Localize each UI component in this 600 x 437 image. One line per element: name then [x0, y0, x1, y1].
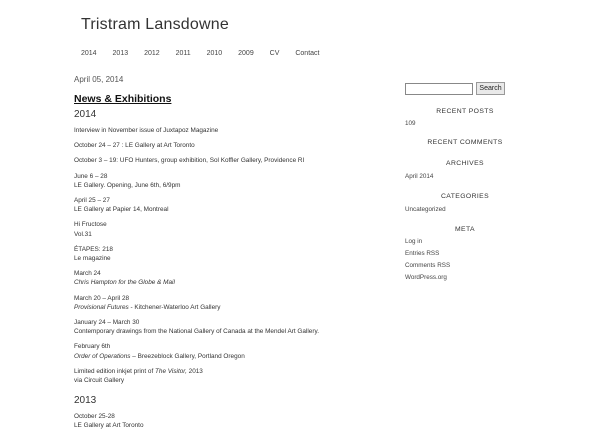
list-item: [74, 245, 374, 263]
entry-line: [74, 303, 374, 312]
entry-line: Contemporary drawings from the National Gallery of Canada at the Mendel Art Gallery.: [74, 328, 319, 336]
entry-line: March 20 – April 28: [74, 294, 130, 302]
nav-item-contact[interactable]: Contact: [295, 50, 320, 57]
list-item: [74, 156, 374, 165]
entry-line: Hi Fructose: [74, 221, 107, 229]
main-nav: [81, 50, 333, 57]
search-button[interactable]: Search: [476, 82, 505, 95]
list-item: [74, 172, 374, 190]
meta-link-entries-rss[interactable]: Entries RSS: [405, 250, 440, 257]
entry-line: October 3 – 19: UFO Hunters, group exhibition, Sol Koffler Gallery, Providence RI: [74, 157, 305, 165]
year-heading: 2013: [74, 395, 97, 407]
entry-line: February 6th: [74, 343, 111, 351]
archive-link[interactable]: April 2014: [405, 173, 434, 180]
entry-line: March 24: [74, 270, 101, 278]
nav-item-cv[interactable]: CV: [269, 50, 280, 57]
post-content: [74, 109, 374, 437]
entry-italic[interactable]: Chris Hampton for the Globe & Mail: [74, 279, 175, 287]
post-title[interactable]: News & Exhibitions: [74, 93, 172, 105]
site-title[interactable]: Tristram Lansdowne: [81, 16, 229, 33]
list-item: [74, 220, 374, 238]
entry-text: 2013: [186, 367, 203, 375]
list-item: [74, 367, 374, 385]
post-date: April 05, 2014: [74, 75, 124, 84]
entry-line: via Circuit Gallery: [74, 377, 125, 385]
list-item: [74, 412, 374, 430]
entry-line: October 24 – 27 : LE Gallery at Art Toronto: [74, 142, 195, 150]
nav-item-2014[interactable]: 2014: [81, 50, 97, 57]
entry-line: January 24 – March 30: [74, 319, 140, 327]
recent-comments-title: RECENT COMMENTS: [427, 139, 503, 146]
list-item: [74, 318, 374, 336]
year-heading: 2014: [74, 109, 97, 120]
list-item: [74, 126, 374, 135]
recent-posts-title: RECENT POSTS: [436, 108, 494, 115]
nav-item-2011[interactable]: 2011: [175, 50, 191, 57]
meta-link-wordpress[interactable]: WordPress.org: [405, 274, 447, 281]
entry-line: [74, 367, 374, 376]
entry-italic: The Visitor,: [155, 367, 187, 375]
entry-line: October 25-28: [74, 413, 115, 421]
entry-line: Le magazine: [74, 255, 111, 263]
entry-line: ÉTAPES: 218: [74, 245, 113, 253]
list-item: [74, 342, 374, 360]
entry-text: Limited edition inkjet print of: [74, 367, 155, 375]
entry-line: Interview in November issue of Juxtapoz Magazine: [74, 127, 219, 134]
entry-line: LE Gallery at Papier 14, Montreal: [74, 206, 169, 214]
nav-item-2012[interactable]: 2012: [144, 50, 160, 57]
recent-post-link[interactable]: 109: [405, 120, 416, 127]
category-link[interactable]: Uncategorized: [405, 206, 446, 213]
entry-line: June 6 – 28: [74, 172, 108, 180]
categories-title: CATEGORIES: [440, 193, 490, 200]
meta-title: META: [455, 226, 475, 233]
list-item: [74, 196, 374, 214]
entry-line: [74, 352, 374, 361]
entry-text: – Breezeblock Gallery, Portland Oregon: [130, 352, 245, 360]
meta-link-login[interactable]: Log in: [405, 238, 423, 245]
list-item: [74, 294, 374, 312]
entry-italic: Provisional Futures: [74, 303, 129, 311]
entry-line: LE Gallery at Art Toronto: [74, 422, 144, 430]
nav-item-2013[interactable]: 2013: [112, 50, 129, 57]
entry-line: April 25 – 27: [74, 197, 110, 205]
search-input[interactable]: [405, 83, 473, 95]
entry-text: - Kitchener-Waterloo Art Gallery: [128, 303, 221, 311]
meta-link-comments-rss[interactable]: Comments RSS: [405, 262, 451, 269]
list-item: [74, 141, 374, 150]
nav-item-2009[interactable]: 2009: [238, 50, 254, 57]
entry-link[interactable]: [74, 278, 374, 287]
entry-line: LE Gallery. Opening, June 6th, 6/9pm: [74, 181, 181, 189]
list-item: [74, 269, 374, 287]
entry-italic: Order of Operations: [74, 352, 131, 360]
archives-title: ARCHIVES: [446, 160, 484, 167]
entry-line: Vol.31: [74, 230, 92, 238]
nav-item-2010[interactable]: 2010: [206, 50, 223, 57]
